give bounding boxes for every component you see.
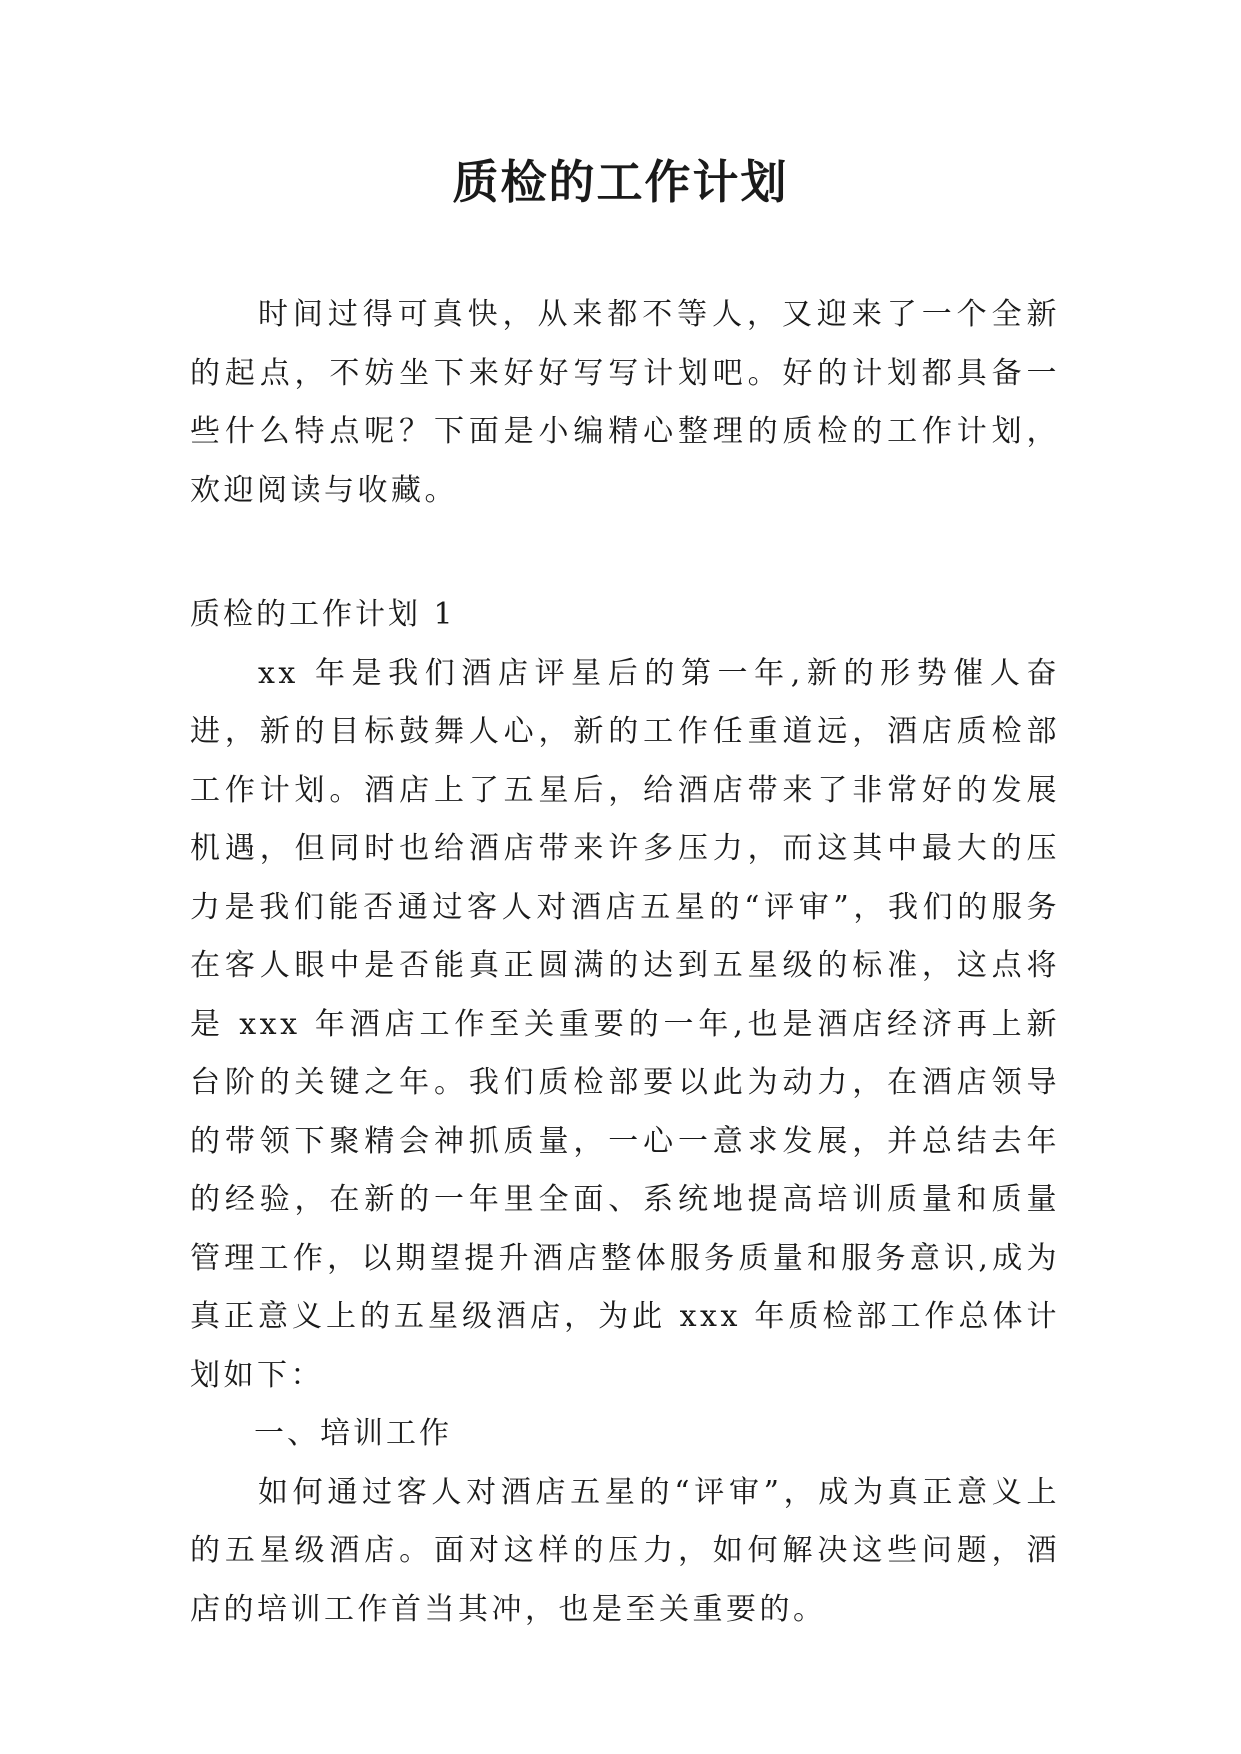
subheading-training: 一、培训工作 xyxy=(254,1416,452,1451)
section-block xyxy=(190,586,1060,1639)
document-title: 质检的工作计划 xyxy=(452,155,789,209)
section-heading: 质检的工作计划 1 xyxy=(190,597,456,632)
intro-block xyxy=(190,286,1060,520)
body-paragraph-1: xx 年是我们酒店评星后的第一年,新的形势催人奋进，新的目标鼓舞人心，新的工作任重道远，酒店质检部工作计划。酒店上了五星后，给酒店带来了非常好的发展机遇，但同时也给酒店带来许多压力，而这其中最大的压力是我们能否通过客人对酒店五星的“评审”，我们的服务在客人眼中是否能真正圆满的达到五星级的标准，这点将是 xxx 年酒店工作至关重要的一年,也是酒店经济再上新台阶的关键之年。我们质检部要以此为动力，在酒店领导的带领下聚精会神抓质量，一心一意求发展，并总结去年的经验，在新的一年里全面、系统地提高培训质量和质量管理工作，以期望提升酒店整体服务质量和服务意识,成为真正意义上的五星级酒店，为此 xxx 年质检部工作总体计划如下： xyxy=(190,655,1060,1393)
intro-paragraph: 时间过得可真快，从来都不等人，又迎来了一个全新的起点，不妨坐下来好好写写计划吧。好的计划都具备一些什么特点呢？下面是小编精心整理的质检的工作计划，欢迎阅读与收藏。 xyxy=(190,297,1060,508)
body-paragraph-2: 如何通过客人对酒店五星的“评审”，成为真正意义上的五星级酒店。面对这样的压力，如何解决这些问题，酒店的培训工作首当其冲，也是至关重要的。 xyxy=(190,1474,1060,1627)
